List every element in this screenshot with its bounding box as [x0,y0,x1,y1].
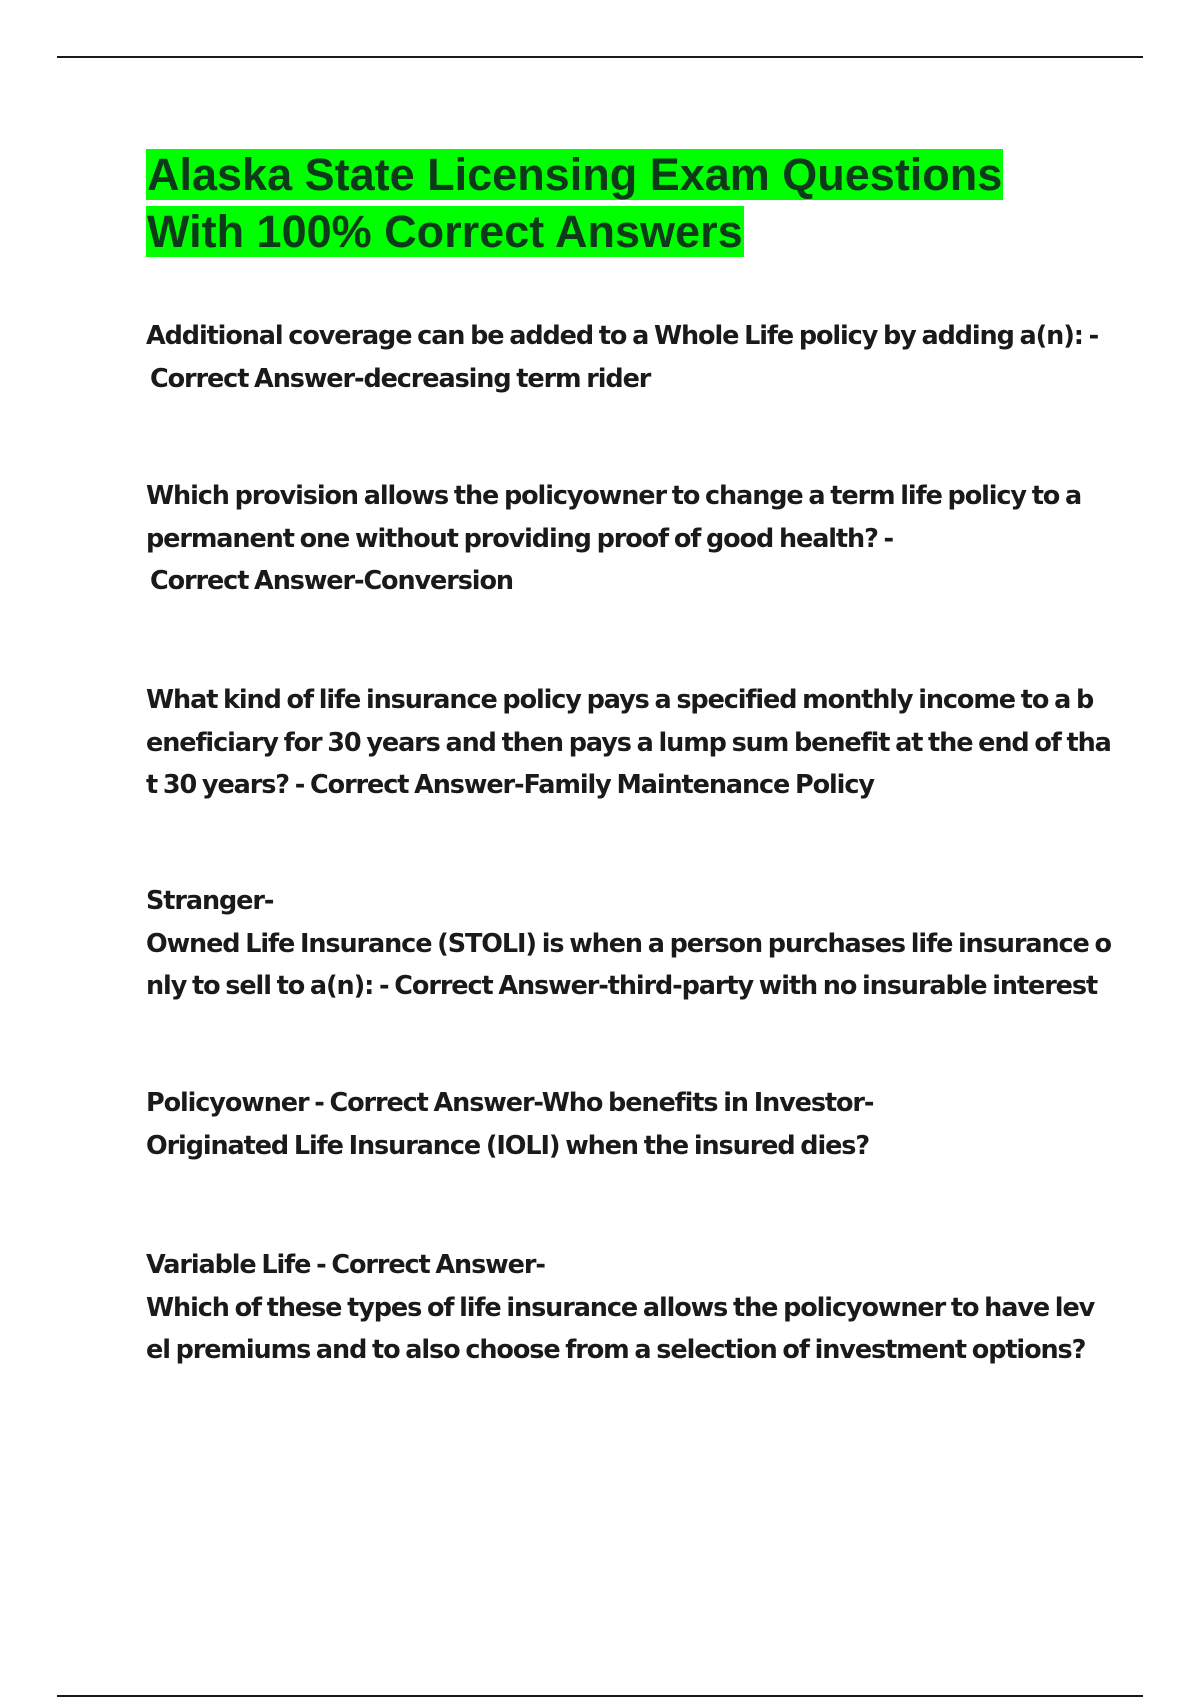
question-answer-6 [146,1244,1096,1372]
qa-text-line: Variable Life - Correct Answer- [146,1250,545,1280]
question-answer-2 [146,475,1096,603]
title-line-1: Alaska State Licensing Exam Questions [147,149,1003,200]
qa-text-line: Correct Answer-Conversion [150,566,513,596]
qa-text-line: Which of these types of life insurance allows the policyowner to have lev [146,1292,1095,1323]
bottom-divider [57,1695,1143,1697]
qa-text-line: What kind of life insurance policy pays a specified monthly income to a b [146,685,1094,715]
qa-text-line: nly to sell to a(n): - Correct Answer-third-party with no insurable interest [146,971,1098,1001]
qa-text-line: Originated Life Insurance (IOLI) when the insured dies? [146,1130,870,1161]
qa-text-line: t 30 years? - Correct Answer-Family Maintenance Policy [146,770,874,800]
qa-text-line: Stranger- [146,886,274,916]
question-answer-3 [146,679,1111,807]
question-answer-1 [146,315,1099,400]
qa-text-line: eneficiary for 30 years and then pays a lump sum benefit at the end of tha [146,727,1111,758]
qa-text-line: permanent one without providing proof of good health? - [146,523,894,554]
qa-text-line: Policyowner - Correct Answer-Who benefits in Investor- [146,1088,874,1118]
qa-text-line: Additional coverage can be added to a Whole Life policy by adding a(n): - [146,321,1099,351]
question-answer-4 [146,880,1111,1008]
top-divider [57,56,1143,58]
qa-text-line: el premiums and to also choose from a selection of investment options? [146,1335,1086,1365]
title-line-2: With 100% Correct Answers [147,206,743,257]
qa-text-line: Owned Life Insurance (STOLI) is when a person purchases life insurance o [146,928,1111,959]
qa-text-line: Which provision allows the policyowner to change a term life policy to a [146,481,1082,511]
question-answer-5 [146,1082,1096,1167]
qa-text-line: Correct Answer-decreasing term rider [150,363,651,394]
document-title [146,146,1086,260]
